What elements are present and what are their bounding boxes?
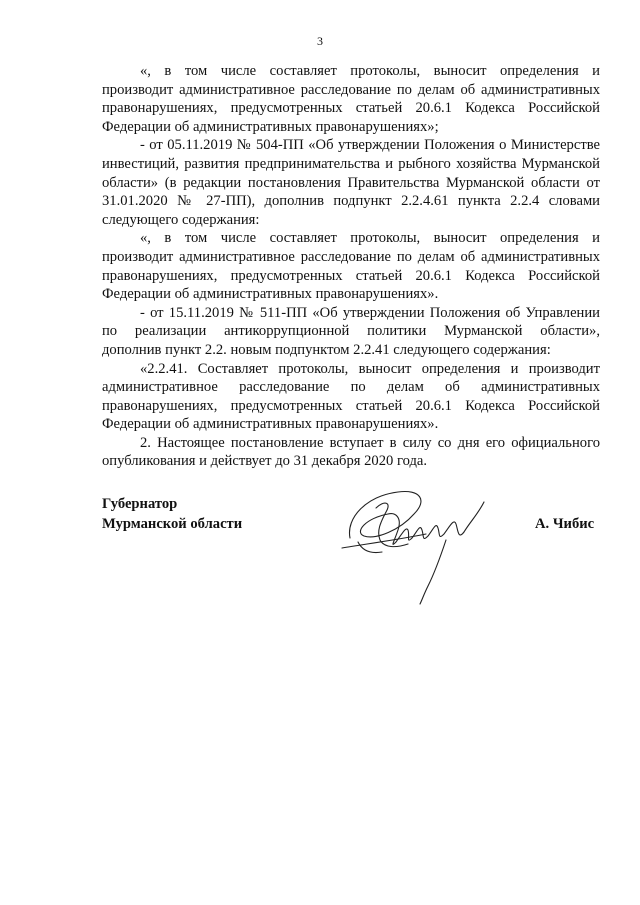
text-line: по реализации антикоррупционной политики Мурманской области», bbox=[102, 323, 600, 340]
text-line: правонарушениях, предусмотренных статьей 20.6.1 Кодекса Российской bbox=[102, 100, 600, 117]
text-line: 2. Настоящее постановление вступает в силу со дня его официального bbox=[140, 434, 600, 451]
text-line: производит административное расследование по делам об административных bbox=[102, 81, 600, 98]
text-line: - от 05.11.2019 № 504-ПП «Об утверждении Положения о Министерстве bbox=[140, 137, 600, 154]
text-line: области» (в редакции постановления Правительства Мурманской области от bbox=[102, 174, 600, 191]
text-line: «, в том числе составляет протоколы, выносит определения и bbox=[140, 63, 600, 79]
signatory-name: А. Чибис bbox=[535, 516, 595, 532]
text-line: «2.2.41. Составляет протоколы, выносит определения и производит bbox=[140, 360, 600, 377]
text-line: производит административное расследование по делам об административных bbox=[102, 248, 600, 265]
signatory-title bbox=[102, 494, 242, 534]
page-number: 3 bbox=[317, 34, 323, 48]
text-line: опубликования и действует до 31 декабря 2020 года. bbox=[102, 453, 428, 470]
text-line: Федерации об административных правонарушениях». bbox=[102, 286, 439, 303]
signatory-title-line2: Мурманской области bbox=[102, 516, 243, 532]
text-line: «, в том числе составляет протоколы, выносит определения и bbox=[140, 230, 600, 247]
signatory-title-line1: Губернатор bbox=[102, 496, 178, 512]
text-line: Федерации об административных правонарушениях». bbox=[102, 416, 439, 433]
text-line: Федерации об административных правонарушениях»; bbox=[102, 118, 439, 135]
text-line: дополнив пункт 2.2. новым подпунктом 2.2.41 следующего содержания: bbox=[102, 341, 551, 358]
text-line: административное расследование по делам об административных bbox=[102, 379, 600, 396]
text-line: инвестиций, развития предпринимательства и рыбного хозяйства Мурманской bbox=[102, 155, 600, 172]
text-line: правонарушениях, предусмотренных статьей 20.6.1 Кодекса Российской bbox=[102, 267, 600, 284]
text-line: следующего содержания: bbox=[102, 211, 260, 228]
handwritten-signature bbox=[336, 478, 506, 608]
text-line: - от 15.11.2019 № 511-ПП «Об утверждении Положения об Управлении bbox=[140, 304, 600, 321]
text-line: 31.01.2020 № 27-ПП), дополнив подпункт 2.2.4.61 пункта 2.2.4 словами bbox=[102, 193, 600, 210]
text-line: правонарушениях, предусмотренных статьей 20.6.1 Кодекса Российской bbox=[102, 397, 600, 414]
document-body bbox=[102, 62, 600, 471]
